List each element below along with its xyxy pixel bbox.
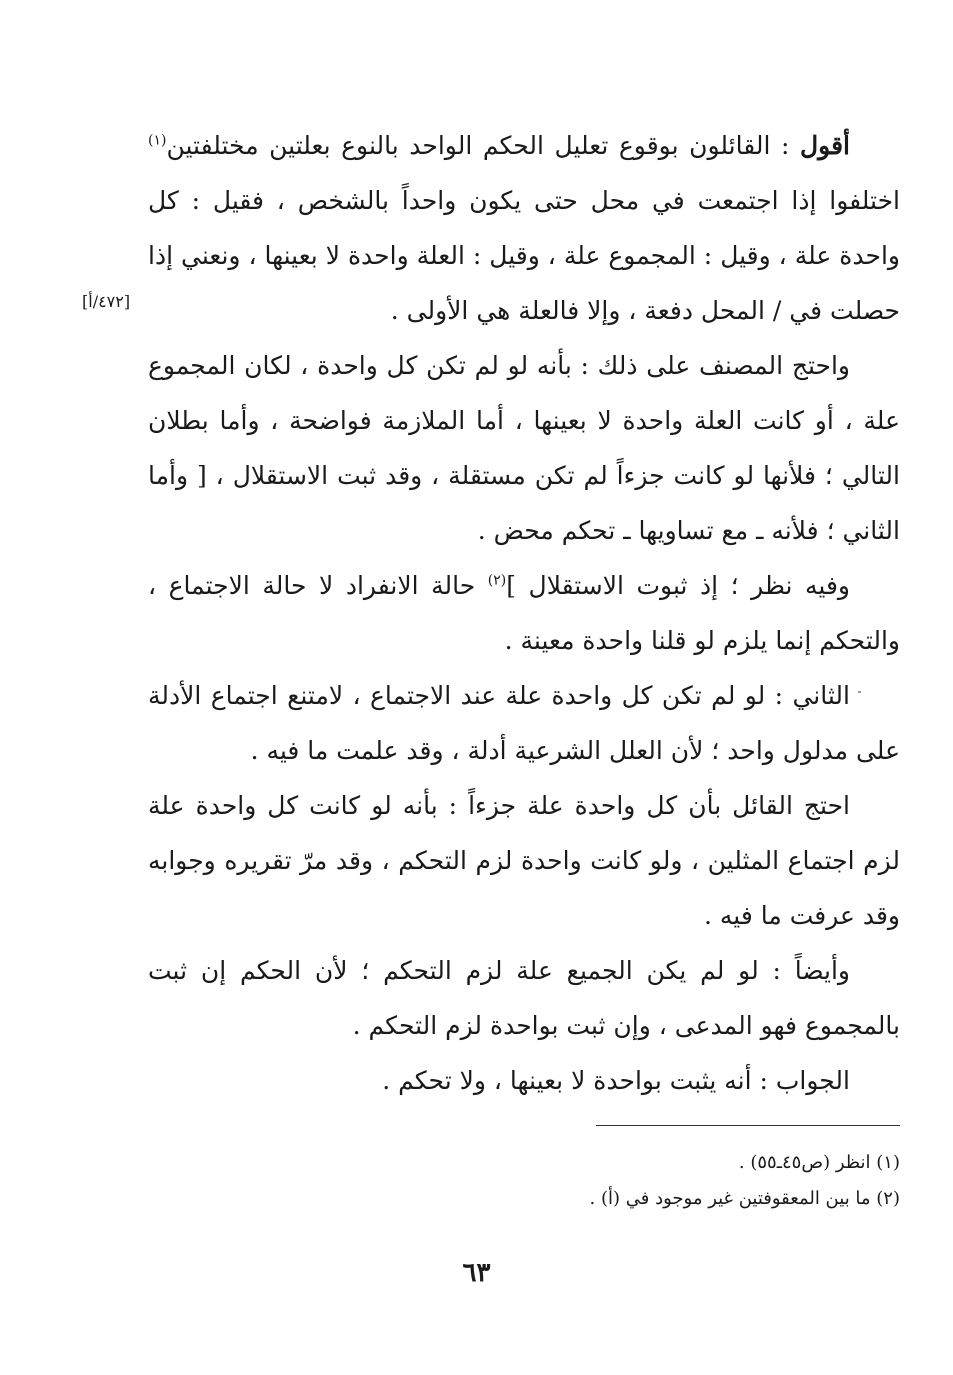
text-line: بالمجموع فهو المدعى ، وإن ثبت بواحدة لزم التحكم . [352, 1011, 900, 1040]
footnote-ref-2[interactable]: (٢) [487, 572, 507, 589]
text-line: وقد عرفت ما فيه . [704, 901, 900, 930]
text-line: الثاني : لو لم تكن كل واحدة علة عند الاجتماع ، لامتنع اجتماع الأدلة [148, 681, 850, 710]
text-line: أقول : القائلون بوقوع تعليل الحكم الواحد بالنوع بعلتين مختلفتين$^{(١)}$ [148, 131, 850, 160]
text-line: الثاني ؛ فلأنه ـ مع تساويها ـ تحكم محض . [477, 516, 900, 545]
footnote-1: (١) انظر (ص٤٥ـ٥٥) . [738, 1152, 900, 1173]
text-line: على مدلول واحد ؛ لأن العلل الشرعية أدلة ، وقد علمت ما فيه . [250, 736, 900, 765]
footnote-divider [596, 1125, 900, 1126]
text-line: لزم اجتماع المثلين ، ولو كانت واحدة لزم التحكم ، وقد مرّ تقريره وجوابه [148, 846, 900, 875]
text-line: وفيه نظر ؛ إذ ثبوت الاستقلال ]$^{(٢)}$ حالة الانفراد لا حالة الاجتماع ، [148, 571, 850, 600]
text-line: والتحكم إنما يلزم لو قلنا واحدة معينة . [504, 626, 900, 655]
text-line: احتج القائل بأن كل واحدة علة جزءاً : بأنه لو كانت كل واحدة علة [148, 791, 850, 820]
text-line: واحدة علة ، وقيل : المجموع علة ، وقيل : العلة واحدة لا بعينها ، ونعني إذا [148, 241, 900, 270]
page-number: ٦٣ [462, 1258, 491, 1288]
text-line: وأيضاً : لو لم يكن الجميع علة لزم التحكم ؛ لأن الحكم إن ثبت [148, 956, 850, 985]
scan-speck [858, 691, 861, 693]
text-line: اختلفوا إذا اجتمعت في محل حتى يكون واحداً بالشخص ، فقيل : كل [148, 186, 900, 215]
footnote-ref-1[interactable]: (١) [148, 132, 167, 149]
text-line: علة ، أو كانت العلة واحدة لا بعينها ، أما الملازمة فواضحة ، وأما بطلان [148, 406, 900, 435]
footnote-2: (٢) ما بين المعقوفتين غير موجود في (أ) . [589, 1188, 900, 1209]
paragraph-lead-word: أقول [800, 131, 850, 160]
text-line: الجواب : أنه يثبت بواحدة لا بعينها ، ولا تحكم . [382, 1066, 850, 1095]
text-line: حصلت في / المحل دفعة ، وإلا فالعلة هي الأولى . [390, 296, 900, 325]
text-line: التالي ؛ فلأنها لو كانت جزءاً لم تكن مستقلة ، وقد ثبت الاستقلال ، [ وأما [148, 461, 900, 490]
margin-folio-marker: [٤٧٢/أ] [82, 292, 131, 311]
footnotes [590, 1145, 900, 1217]
main-text [148, 118, 900, 1108]
text-line: واحتج المصنف على ذلك : بأنه لو لم تكن كل واحدة ، لكان المجموع [148, 351, 850, 380]
